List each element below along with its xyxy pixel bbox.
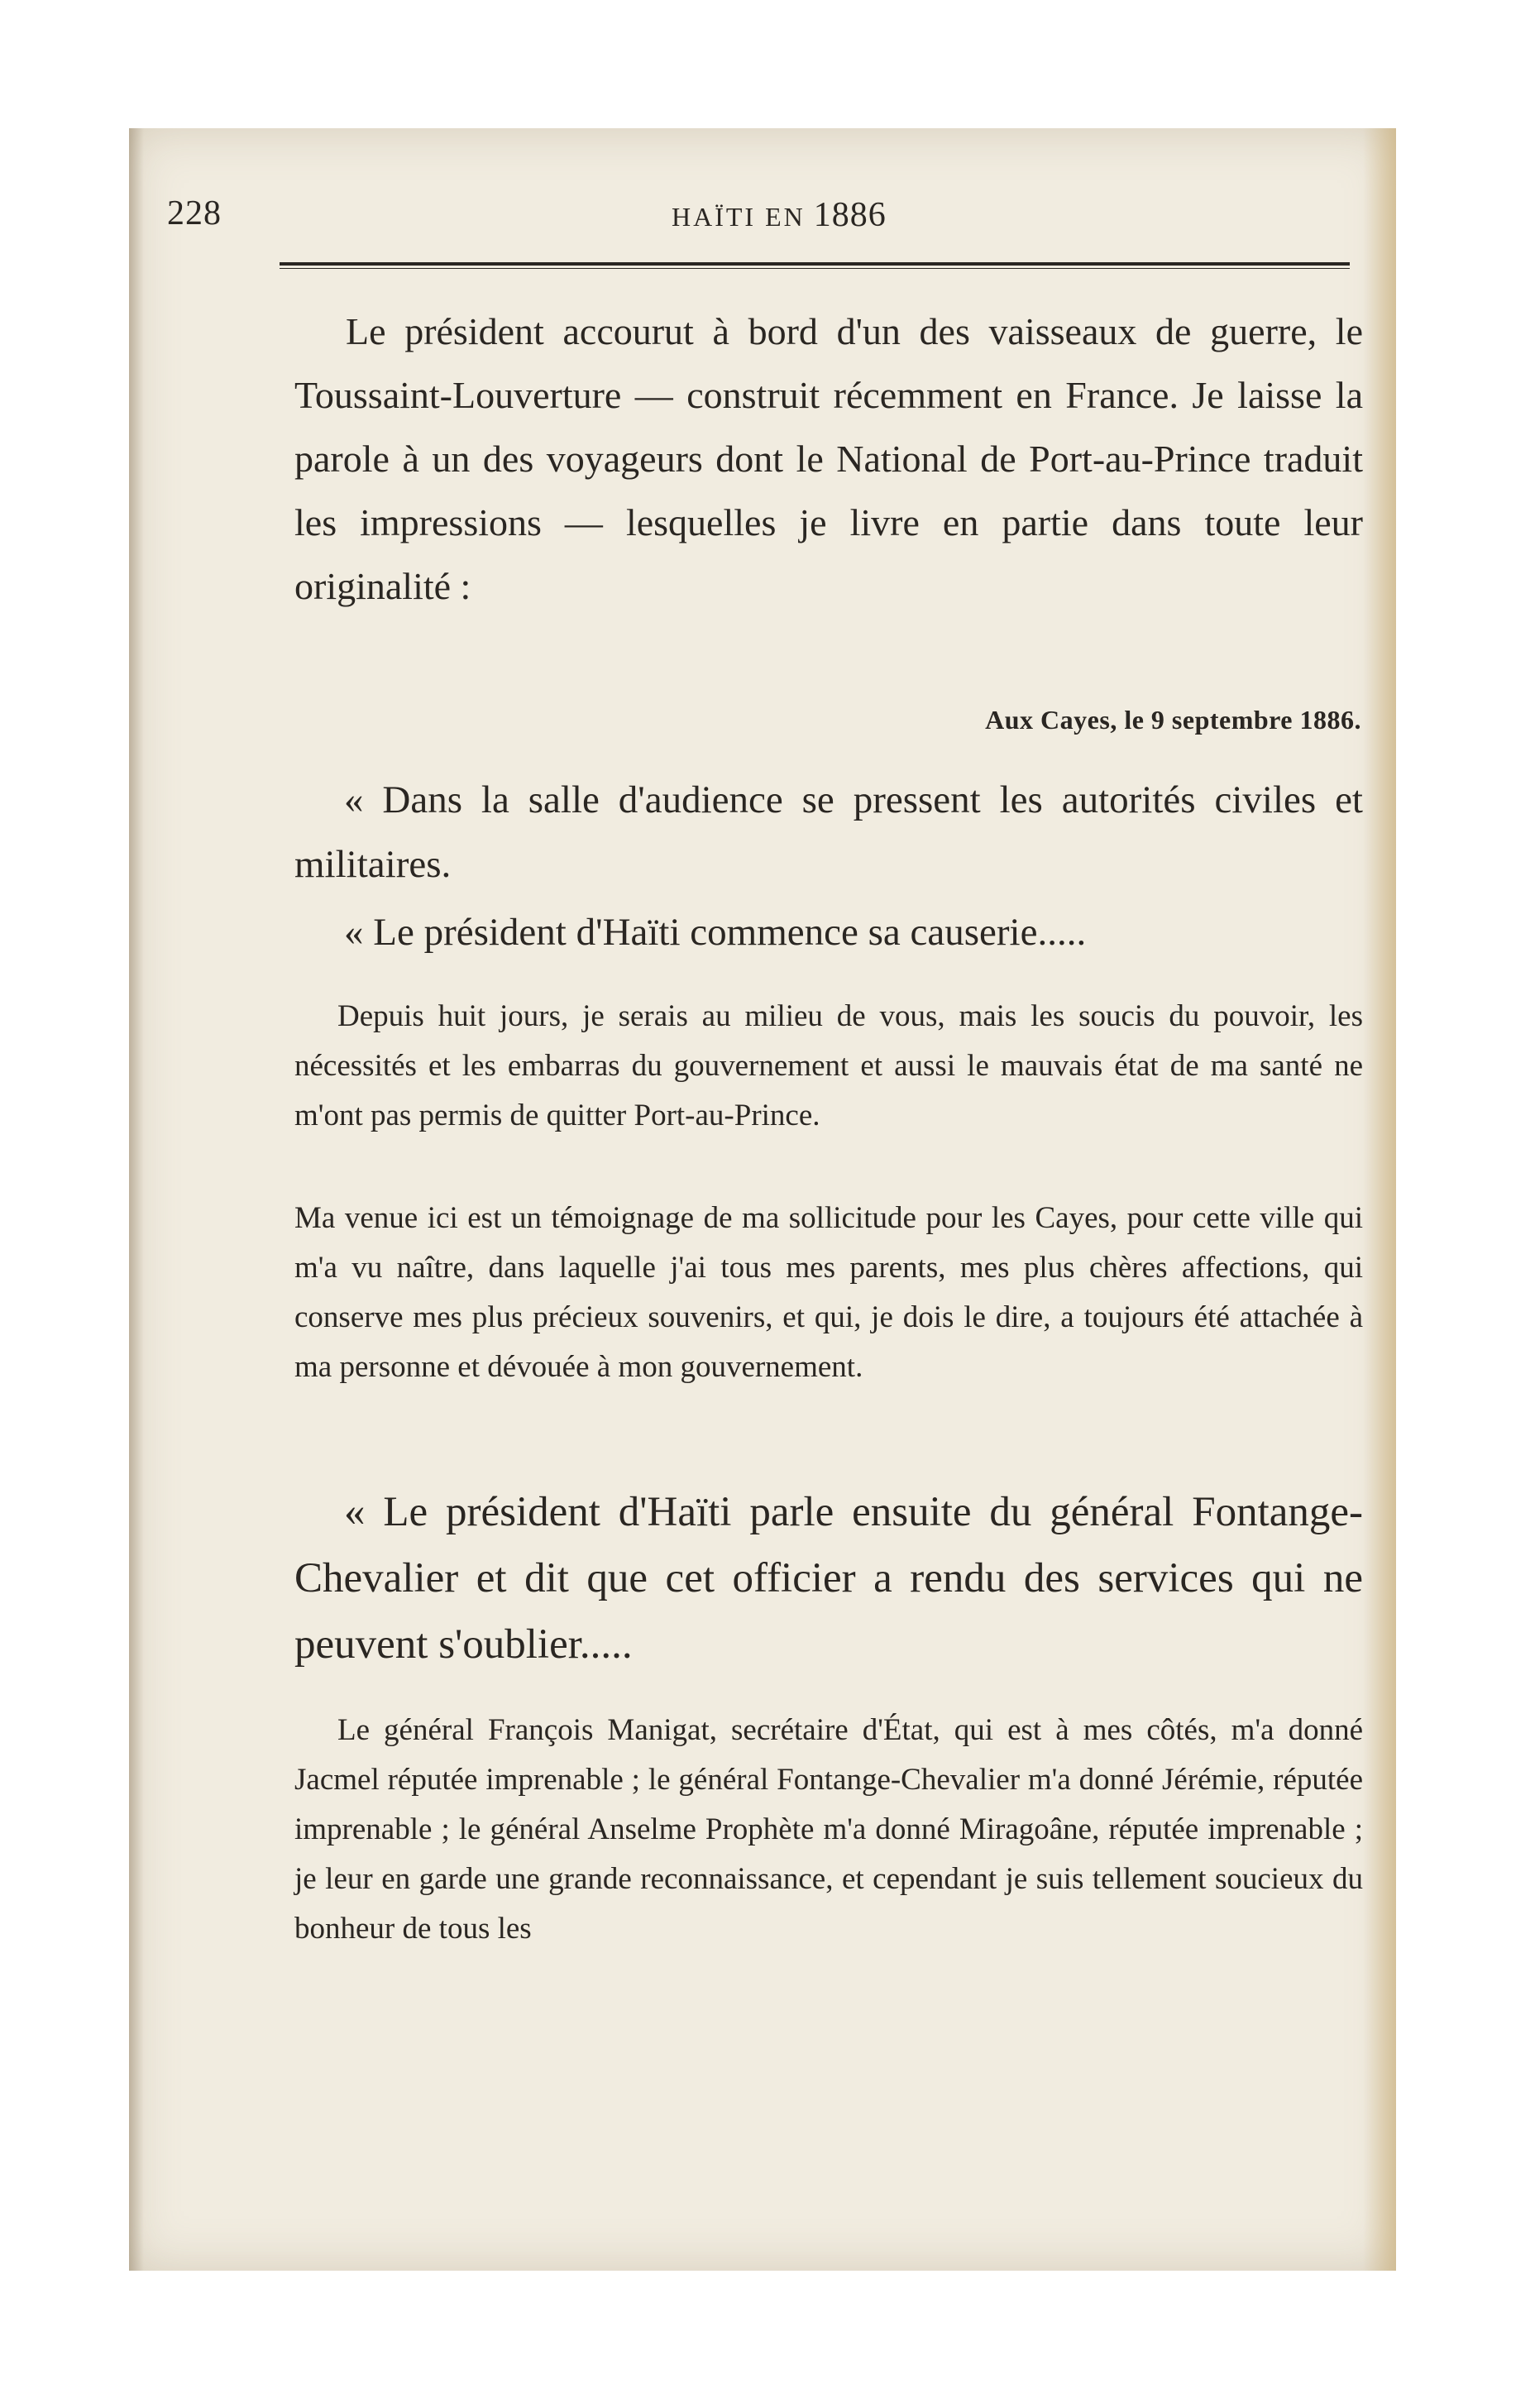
running-title: [672, 195, 887, 235]
quoted-paragraph: « Le président d'Haïti parle ensuite du général Fontange-Chevalier et dit que cet officier a rendu des services qui ne peuvent s'oublier.....: [294, 1489, 1363, 1668]
running-title-year: 1886: [813, 196, 887, 234]
quoted-paragraph: « Le président d'Haïti commence sa causerie.....: [344, 911, 1087, 954]
page-number: 228: [167, 194, 222, 232]
speech-paragraph: Depuis huit jours, je serais au milieu de vous, mais les soucis du pouvoir, les nécessités et les embarras du gouvernement et aussi le mauvais état de ma santé ne m'ont pas permis de quitter Port-au-Prince.: [294, 999, 1363, 1132]
page-header: [167, 194, 1345, 243]
speech-paragraph: Ma venue ici est un témoignage de ma sollicitude pour les Cayes, pour cette ville qui m'a vu naître, dans laquelle j'ai tous mes parents, mes plus chères affections, qui conserve mes plus précieux souvenirs, et qui, je dois le dire, a toujours été attachée à ma personne et dévouée à mon gouvernement.: [294, 1201, 1363, 1384]
running-title-text: HAÏTI EN: [672, 202, 806, 232]
header-rule: [280, 262, 1350, 266]
quoted-paragraph: « Dans la salle d'audience se pressent les autorités civiles et militaires.: [294, 778, 1363, 886]
dateline: Aux Cayes, le 9 septembre 1886.: [985, 705, 1361, 735]
speech-paragraph: Le général François Manigat, secrétaire d'État, qui est à mes côtés, m'a donné Jacmel réputée imprenable ; le général Fontange-Chevalier m'a donné Jérémie, réputée imprenable ; le général Anselme Prophète m'a donné Miragoâne, réputée imprenable ; je leur en garde une grande reconnaissance, et cependant je suis tellement soucieux du bonheur de tous les: [294, 1713, 1363, 1946]
body-paragraph: Le président accourut à bord d'un des vaisseaux de guerre, le Toussaint-Louverture — construit récemment en France. Je laisse la parole à un des voyageurs dont le National de Port-au-Prince traduit les impressions — lesquelles je livre en partie dans toute leur originalité :: [294, 310, 1363, 607]
